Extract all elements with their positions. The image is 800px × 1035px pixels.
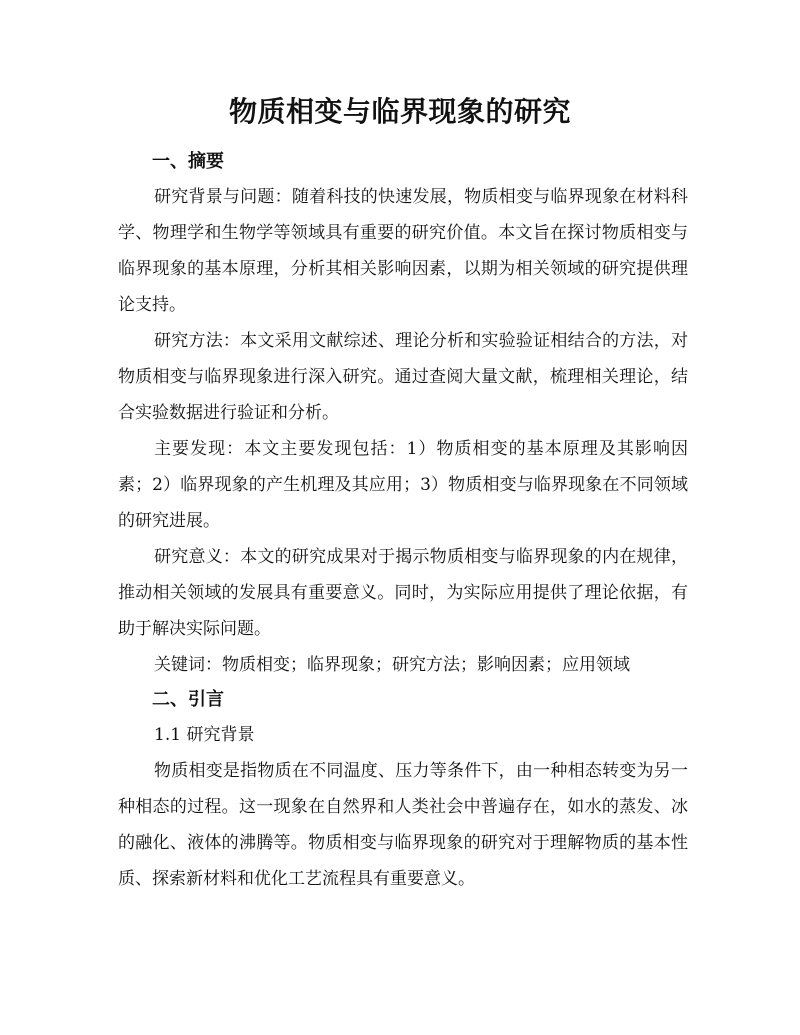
subsection-heading-background: 1.1 研究背景 (154, 725, 255, 745)
section-heading-introduction: 二、引言 (152, 689, 224, 710)
abstract-findings-paragraph: 主要发现：本文主要发现包括：1）物质相变的基本原理及其影响因素；2）临界现象的产生机理及其应用；3）物质相变与临界现象在不同领域的研究进展。 (118, 439, 688, 531)
document-title: 物质相变与临界现象的研究 (228, 95, 571, 128)
section-heading-abstract: 一、摘要 (152, 151, 224, 172)
introduction-background-paragraph: 物质相变是指物质在不同温度、压力等条件下，由一种相态转变为另一种相态的过程。这一现象在自然界和人类社会中普遍存在，如水的蒸发、冰的融化、液体的沸腾等。物质相变与临界现象的研究对于理解物质的基本性质、探索新材料和优化工艺流程具有重要意义。 (118, 761, 688, 889)
document-body (118, 145, 688, 897)
abstract-methods-paragraph: 研究方法：本文采用文献综述、理论分析和实验验证相结合的方法，对物质相变与临界现象进行深入研究。通过查阅大量文献，梳理相关理论，结合实验数据进行验证和分析。 (118, 331, 688, 423)
abstract-background-paragraph: 研究背景与问题：随着科技的快速发展，物质相变与临界现象在材料科学、物理学和生物学等领域具有重要的研究价值。本文旨在探讨物质相变与临界现象的基本原理，分析其相关影响因素，以期为相关领域的研究提供理论支持。 (118, 187, 688, 315)
keywords-line: 关键词：物质相变；临界现象；研究方法；影响因素；应用领域 (154, 655, 630, 675)
abstract-significance-paragraph: 研究意义：本文的研究成果对于揭示物质相变与临界现象的内在规律，推动相关领域的发展具有重要意义。同时，为实际应用提供了理论依据，有助于解决实际问题。 (118, 547, 688, 639)
